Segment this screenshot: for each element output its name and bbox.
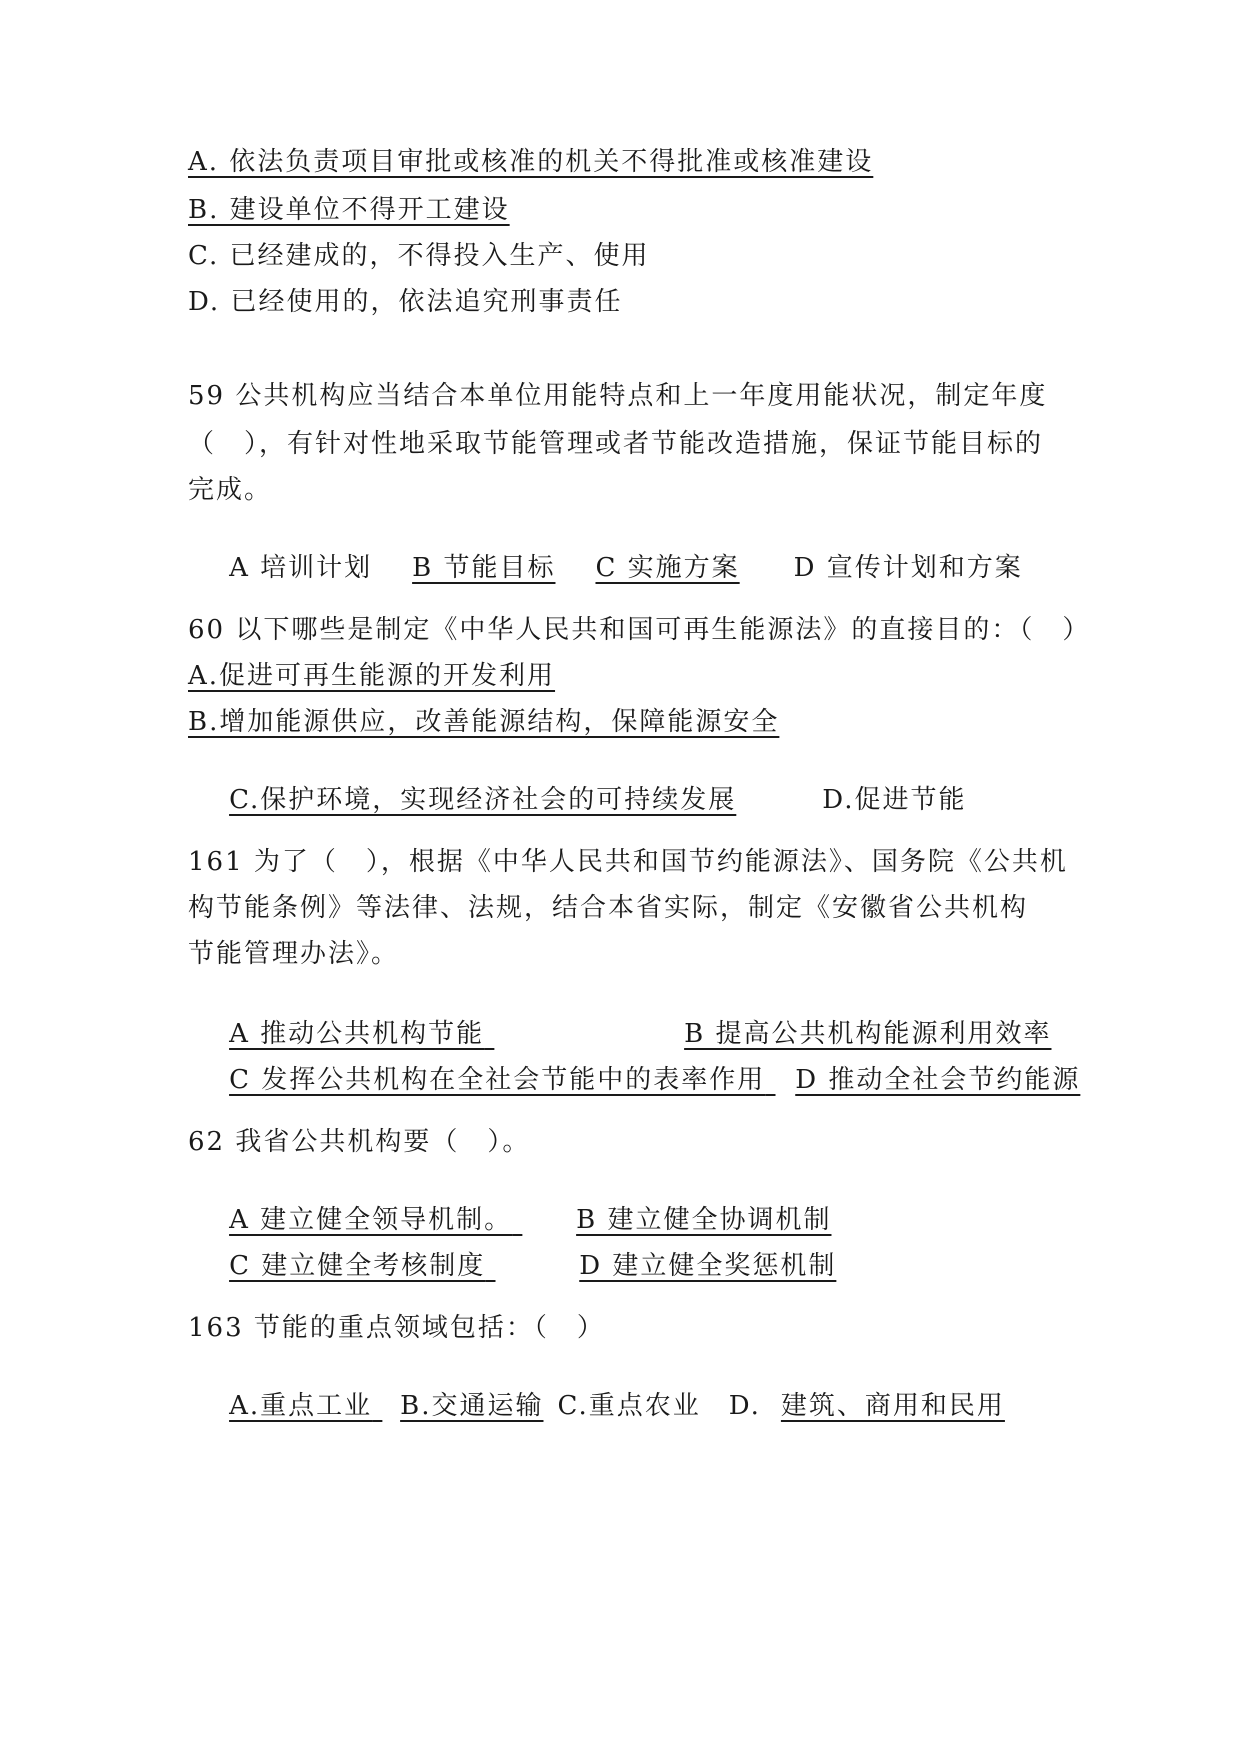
q62-stem: 62 我省公共机构要（ ）。 <box>188 1127 531 1157</box>
q60-option-c: C.保护环境，实现经济社会的可持续发展 <box>229 785 737 815</box>
q59-stem-line-2: （ ），有针对性地采取节能管理或者节能改造措施，保证节能目标的 <box>188 429 1044 459</box>
q60-options-row <box>188 752 966 848</box>
q62-option-a: A 建立健全领导机制。 <box>229 1205 513 1235</box>
q61-stem-line-1: 161 为了（ ），根据《中华人民共和国节约能源法》、国务院《公共机 <box>188 847 1068 877</box>
q63-option-a: A.重点工业 <box>229 1391 373 1421</box>
q62-option-d: D 建立健全奖惩机制 <box>579 1251 837 1281</box>
q63-option-b: B.交通运输 <box>400 1391 544 1421</box>
q63-stem: 163 节能的重点领域包括：（ ） <box>188 1313 605 1343</box>
q63-options-row <box>188 1358 1005 1454</box>
q60-stem: 60 以下哪些是制定《中华人民共和国可再生能源法》的直接目的：（ ） <box>188 615 1091 645</box>
q61-stem-line-2: 构节能条例》等法律、法规，结合本省实际，制定《安徽省公共机构 <box>188 893 1029 923</box>
q58-option-c: C. 已经建成的，不得投入生产、使用 <box>188 241 650 271</box>
q59-options-row <box>188 520 1023 616</box>
q58-option-d: D. 已经使用的，依法追究刑事责任 <box>188 287 623 317</box>
q61-options-row-2 <box>188 1032 1080 1128</box>
q63-option-d-text: 建筑、商用和民用 <box>780 1391 1005 1421</box>
q62-option-b: B 建立健全协调机制 <box>576 1205 832 1235</box>
q60-option-a: A.促进可再生能源的开发利用 <box>188 661 556 691</box>
q61-option-c: C 发挥公共机构在全社会节能中的表率作用 <box>229 1065 766 1095</box>
q58-option-b: B. 建设单位不得开工建设 <box>188 195 510 225</box>
q63-option-d-letter: D. <box>728 1391 761 1421</box>
q59-option-d: D 宣传计划和方案 <box>793 553 1023 583</box>
q60-option-d: D.促进节能 <box>822 785 967 815</box>
q61-option-a: A 推动公共机构节能 <box>229 1019 485 1049</box>
q62-options-row-2 <box>188 1218 836 1314</box>
q58-option-a: A. 依法负责项目审批或核准的机关不得批准或核准建设 <box>188 147 874 177</box>
q59-stem-line-3: 完成。 <box>188 475 273 505</box>
q60-option-b: B.增加能源供应，改善能源结构，保障能源安全 <box>188 707 780 737</box>
q61-option-d: D 推动全社会节约能源 <box>795 1065 1081 1095</box>
q59-stem-line-1: 59 公共机构应当结合本单位用能特点和上一年度用能状况，制定年度 <box>188 381 1048 411</box>
q61-option-b: B 提高公共机构能源利用效率 <box>684 1019 1052 1049</box>
q59-option-b: B 节能目标 <box>412 553 556 583</box>
q59-option-c: C 实施方案 <box>595 553 740 583</box>
q62-option-c: C 建立健全考核制度 <box>229 1251 486 1281</box>
q61-stem-line-3: 节能管理办法》。 <box>188 939 400 969</box>
q59-option-a: A 培训计划 <box>229 553 373 583</box>
q63-option-c: C.重点农业 <box>557 1391 701 1421</box>
